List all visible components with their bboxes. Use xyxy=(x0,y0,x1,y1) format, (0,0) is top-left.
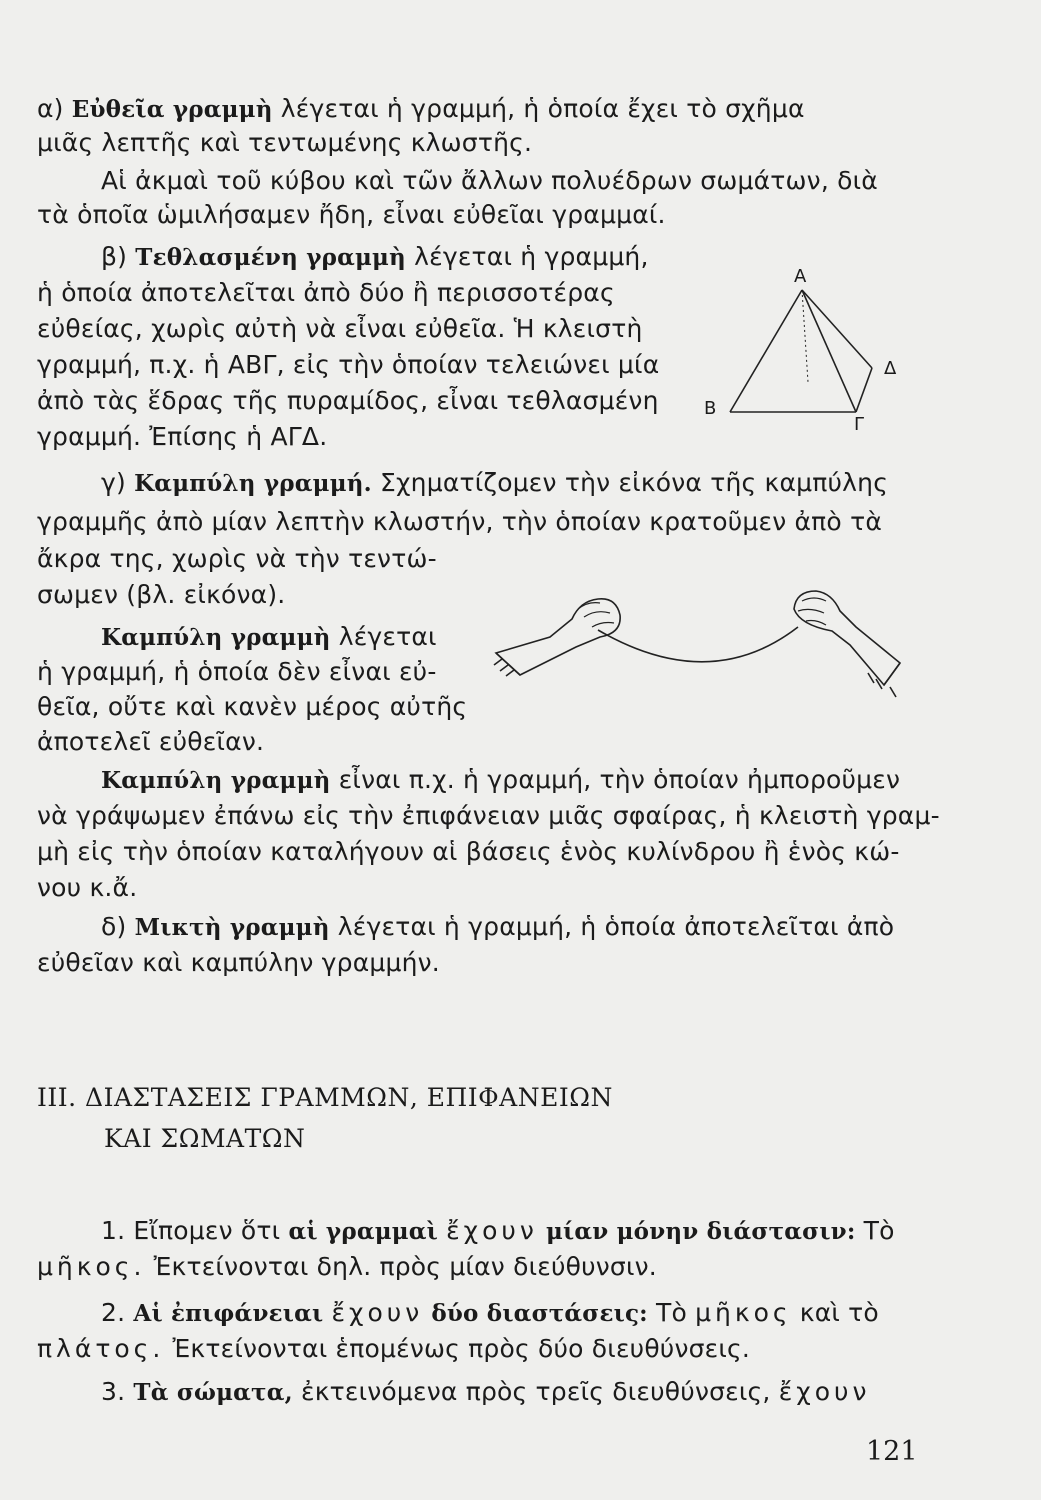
curve-definition-line-3: θεῖα, οὔτε καὶ κανὲν μέρος αὐτῆς xyxy=(37,692,468,721)
pyramid-figure xyxy=(690,262,910,432)
item-2-line-2: πλάτος. Ἐκτείνονται ἑπομένως πρὸς δύο διευθύνσεις. xyxy=(37,1334,751,1363)
section-c-line-1: γ) Καμπύλη γραμμή. Σχηματίζομεν τὴν εἰκόνα τῆς καμπύλης xyxy=(101,468,889,497)
section-heading: III. ΔΙΑΣΤΑΣΕΙΣ ΓΡΑΜΜΩΝ, ΕΠΙΦΑΝΕΙΩΝ xyxy=(37,1083,613,1112)
section-b-line-3: εὐθείας, χωρὶς αὐτὴ νὰ εἶναι εὐθεῖα. Ἡ κλειστὴ xyxy=(37,314,643,343)
right-cuff xyxy=(868,663,900,697)
section-heading-line-2: ΚΑΙ ΣΩΜΑΤΩΝ xyxy=(104,1124,306,1153)
curve-example-line-1: Καμπύλη γραμμὴ εἶναι π.χ. ἡ γραμμή, τὴν ὁποίαν ἠμποροῦμεν xyxy=(101,765,901,794)
section-b-line-1: β) Τεθλασμένη γραμμὴ λέγεται ἡ γραμμή, xyxy=(101,242,649,271)
label-G: Γ xyxy=(854,414,865,432)
section-c-line-2: γραμμῆς ἀπὸ μίαν λεπτὴν κλωστήν, τὴν ὁποίαν κρατοῦμεν ἀπὸ τὰ xyxy=(37,507,883,536)
section-a-line-2: μιᾶς λεπτῆς καὶ τεντωμένης κλωστῆς. xyxy=(37,128,533,157)
term-broken-line: Τεθλασμένη γραμμὴ xyxy=(135,244,406,271)
term-mixed-line: Μικτὴ γραμμὴ xyxy=(134,914,330,941)
section-b-line-6: γραμμή. Ἐπίσης ἡ ΑΓΔ. xyxy=(37,422,328,451)
curve-definition-line-2: ἡ γραμμή, ἡ ὁποία δὲν εἶναι εὐ- xyxy=(37,657,437,686)
term-straight-line: Εὐθεῖα γραμμὴ xyxy=(71,96,273,123)
left-fingers xyxy=(578,603,614,627)
item-2-line-1: 2. Αἱ ἐπιφάνειαι ἔχουν δύο διαστάσεις: Τὸ μῆκος καὶ τὸ xyxy=(101,1298,879,1327)
edge-DG xyxy=(856,368,872,412)
label-B: Β xyxy=(704,398,717,419)
section-b-line-4: γραμμή, π.χ. ἡ ΑΒΓ, εἰς τὴν ὁποίαν τελειώνει μία xyxy=(37,350,660,379)
right-hand xyxy=(794,591,900,685)
label-A: Α xyxy=(794,266,807,287)
curved-thread xyxy=(598,627,798,662)
left-cuff xyxy=(494,653,520,676)
section-a-line-4: τὰ ὁποῖα ὡμιλήσαμεν ἤδη, εἶναι εὐθεῖαι γραμμαί. xyxy=(37,200,666,229)
edge-AB xyxy=(730,290,802,412)
right-fingers xyxy=(798,598,826,625)
edge-AG xyxy=(802,290,856,412)
curve-example-line-4: νου κ.ἄ. xyxy=(37,873,138,902)
term-curved-line: Καμπύλη γραμμή. xyxy=(134,470,372,497)
curve-example-line-3: μὴ εἰς τὴν ὁποίαν καταλήγουν αἱ βάσεις ἑνὸς κυλίνδρου ἢ ἑνὸς κώ- xyxy=(37,837,900,866)
curve-definition-line-4: ἀποτελεῖ εὐθεῖαν. xyxy=(37,727,265,756)
label-D: Δ xyxy=(884,358,897,379)
section-a-line-1: α) Εὐθεῖα γραμμὴ λέγεται ἡ γραμμή, ἡ ὁποία ἔχει τὸ σχῆμα xyxy=(37,94,805,123)
item-1-line-1: 1. Εἴπομεν ὅτι αἱ γραμμαὶ ἔχουν μίαν μόνην διάστασιν: Τὸ xyxy=(101,1216,895,1245)
edge-AD xyxy=(802,290,872,368)
section-b-line-5: ἀπὸ τὰς ἕδρας τῆς πυραμίδος, εἶναι τεθλασμένη xyxy=(37,386,659,415)
curve-definition-line-1: Καμπύλη γραμμὴ λέγεται xyxy=(101,622,437,651)
left-hand xyxy=(496,599,620,675)
section-c-line-4: σωμεν (βλ. εἰκόνα). xyxy=(37,580,286,609)
section-c-line-3: ἄκρα της, χωρὶς νὰ τὴν τεντώ- xyxy=(37,544,437,573)
item-1-line-2: μῆκος. Ἐκτείνονται δηλ. πρὸς μίαν διεύθυνσιν. xyxy=(37,1252,657,1281)
curve-example-line-2: νὰ γράψωμεν ἐπάνω εἰς τὴν ἐπιφάνειαν μιᾶς σφαίρας, ἡ κλειστὴ γραμ- xyxy=(37,801,940,830)
section-b-line-2: ἡ ὁποία ἀποτελεῖται ἀπὸ δύο ἢ περισσοτέρας xyxy=(37,278,615,307)
hidden-edge xyxy=(802,290,808,382)
section-a-line-3: Αἱ ἀκμαὶ τοῦ κύβου καὶ τῶν ἄλλων πολυέδρων σωμάτων, διὰ xyxy=(101,166,878,195)
section-d-line-2: εὐθεῖαν καὶ καμπύλην γραμμήν. xyxy=(37,948,440,977)
page-number: 121 xyxy=(866,1436,918,1467)
hands-thread-figure xyxy=(480,575,920,705)
section-d-line-1: δ) Μικτὴ γραμμὴ λέγεται ἡ γραμμή, ἡ ὁποία ἀποτελεῖται ἀπὸ xyxy=(101,912,895,941)
item-3-line-1: 3. Τὰ σώματα, ἐκτεινόμενα πρὸς τρεῖς διευθύνσεις, ἔχουν xyxy=(101,1377,871,1406)
